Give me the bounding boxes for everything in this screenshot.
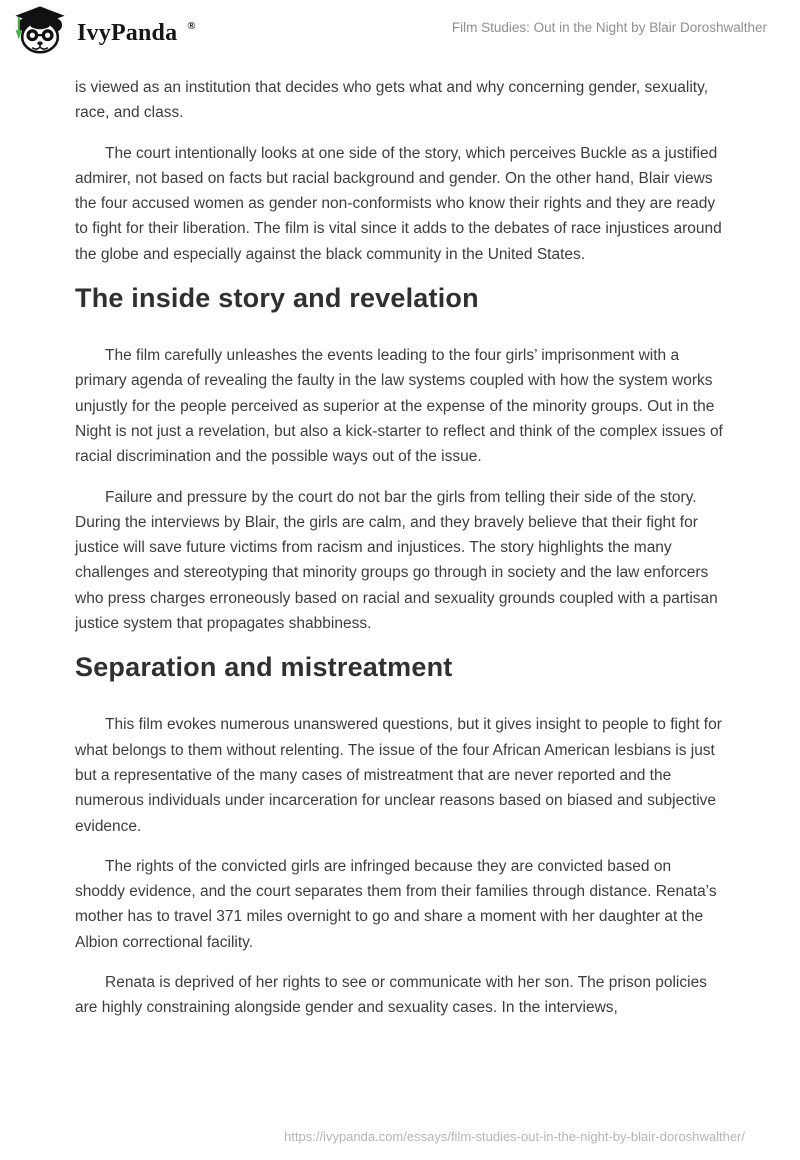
paragraph: Renata is deprived of her rights to see or communicate with her son. The prison policies are highly constraining alongside gender and sexuality cases. In the interviews, [75,974,707,1017]
paragraph: The film carefully unleashes the events leading to the four girls’ imprisonment with a primary agenda of revealing the faulty in the law systems coupled with how the system works unjustly for the people perceived as superior at the expense of the minority groups. Out in the Night is not just a revelation, but also a kick-starter to reflect and think of the complex issues of racial discrimination and the possible ways out of the issue. [75,347,723,466]
paragraph: This film evokes numerous unanswered questions, but it gives insight to people to fight for what belongs to them without relenting. The issue of the four African American lesbians is just but a representative of the many cases of mistreatment that are never reported and the numerous individuals under incarceration for unclear reasons based on biased and subjective evidence. [75,716,722,835]
essay-content [0,75,800,1021]
paragraph: The court intentionally looks at one side of the story, which perceives Buckle as a justified admirer, not based on facts but racial background and gender. On the other hand, Blair views the four accused women as gender non-conformists who know their rights and they are ready to fight for their liberation. The film is vital since it adds to the debates of race injustices around the globe and especially against the black community in the United States. [75,144,722,263]
document-title: Film Studies: Out in the Night by Blair Doroshwalther [451,20,767,35]
paragraph: is viewed as an institution that decides who gets what and why concerning gender, sexuality, race, and class. [75,79,709,122]
source-url[interactable]: https://ivypanda.com/essays/film-studies-out-in-the-night-by-blair-doroshwalther/ [284,1129,745,1144]
registered-trademark-symbol: ® [187,19,196,32]
paragraph: The rights of the convicted girls are infringed because they are convicted based on shoddy evidence, and the court separates them from their families through distance. Renata’s mother has to travel 371 miles overnight to go and share a moment with her daughter at the Albion correctional facility. [75,857,717,951]
section-heading-separation: Separation and mistreatment [75,652,453,683]
paragraph: Failure and pressure by the court do not bar the girls from telling their side of the story. During the interviews by Blair, the girls are calm, and they bravely believe that their fight for justice will save future victims from racism and injustices. The story highlights the many challenges and stereotyping that minority groups go through in society and the law enforcers who press charges erroneously based on racial and sexuality grounds coupled with a partisan justice system that propagates shabbiness. [75,488,718,633]
panda-logo-icon [12,6,68,61]
section-heading-inside-story: The inside story and revelation [75,283,479,314]
page-header [0,0,800,60]
logo-wordmark: IvyPanda [77,20,178,46]
ivypanda-logo[interactable] [12,6,195,61]
